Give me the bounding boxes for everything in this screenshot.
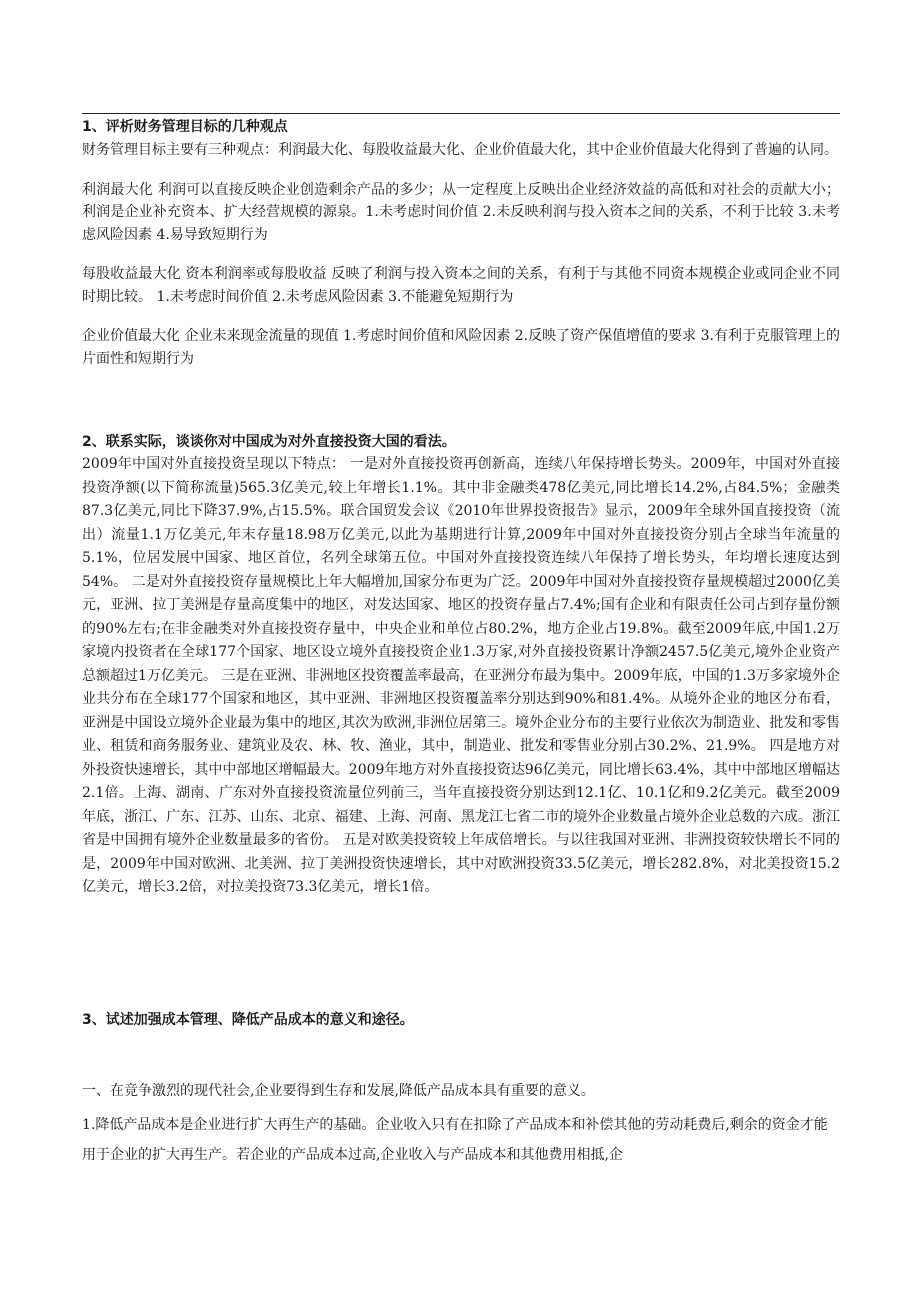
profit-maximization-paragraph: 利润最大化 利润可以直接反映企业创造剩余产品的多少；从一定程度上反映出企业经济效益的高低和对社会的贡献大小；利润是企业补充资本、扩大经营规模的源泉。1.未考虑时间价值 2.未反映利润与投入资本之间的关系，不利于比较 3.未考虑风险因素 4.易导致短期行为 [82,181,840,243]
section-3-heading: 3、试述加强成本管理、降低产品成本的意义和途径。 [82,1012,414,1028]
value-maximization-paragraph: 企业价值最大化 企业未来现金流量的现值 1.考虑时间价值和风险因素 2.反映了资产保值增值的要求 3.有利于克服管理上的片面性和短期行为 [82,328,840,367]
section-2-body: 2009年中国对外直接投资呈现以下特点： 一是对外直接投资再创新高，连续八年保持增长势头。2009年，中国对外直接投资净额(以下简称流量)565.3亿美元,较上年增长1.1%。其中非金融类478亿美元,同比增长14.2%,占84.5%；金融类87.3亿美元,同比下降37.9%,占15.5%。联合国贸发会议《2010年世界投资报告》显示，2009年全球外国直接投资（流出）流量1.1万亿美元,年末存量18.98万亿美元,以此为基期进行计算,2009年中国对外直接投资分别占全球当年流量的5.1%，位居发展中国家、地区首位，名列全球第五位。中国对外直接投资连续八年保持了增长势头，年均增长速度达到54%。 二是对外直接投资存量规模比上年大幅增加,国家分布更为广泛。2009年中国对外直接投资存量规模超过2000亿美元，亚洲、拉丁美洲是存量高度集中的地区，对发达国家、地区的投资存量占7.4%;国有企业和有限责任公司占到存量份额的90%左右;在非金融类对外直接投资存量中，中央企业和单位占80.2%，地方企业占19.8%。截至2009年底,中国1.2万家境内投资者在全球177个国家、地区设立境外直接投资企业1.3万家,对外直接投资累计净额2457.5亿美元,境外企业资产总额超过1万亿美元。 三是在亚洲、非洲地区投资覆盖率最高，在亚洲分布最为集中。2009年底，中国的1.3万多家境外企业共分布在全球177个国家和地区，其中亚洲、非洲地区投资覆盖率分别达到90%和81.4%。从境外企业的地区分布看，亚洲是中国设立境外企业最为集中的地区,其次为欧洲,非洲位居第三。境外企业分布的主要行业依次为制造业、批发和零售业、租赁和商务服务业、建筑业及农、林、牧、渔业，其中，制造业、批发和零售业分别占30.2%、21.9%。 四是地方对外投资快速增长，其中中部地区增幅最大。2009年地方对外直接投资达96亿美元，同比增长63.4%，其中中部地区增幅达2.1倍。上海、湖南、广东对外直接投资流量位列前三，当年直接投资分别达到12.1亿、10.1亿和9.2亿美元。截至2009年底，浙江、广东、江苏、山东、北京、福建、上海、河南、黑龙江七省二市的境外企业数量占境外企业总数的六成。浙江省是中国拥有境外企业数量最多的省份。 五是对欧美投资较上年成倍增长。与以往我国对亚洲、非洲投资较快增长不同的是，2009年中国对欧洲、北美洲、拉丁美洲投资快速增长，其中对欧洲投资33.5亿美元，增长282.8%，对北美投资15.2亿美元，增长3.2倍，对拉美投资73.3亿美元，增长1倍。 [82,456,840,895]
section-3-point-1: 一、在竞争激烈的现代社会,企业要得到生存和发展,降低产品成本具有重要的意义。 [82,1083,595,1099]
section-1-heading: 1、评析财务管理目标的几种观点 [82,119,288,135]
section-2-heading: 2、联系实际，谈谈你对中国成为对外直接投资大国的看法。 [82,434,456,450]
section-1 [82,117,840,370]
section-3-point-1-detail: 1.降低产品成本是企业进行扩大再生产的基础。企业收入只有在扣除了产品成本和补偿其他的劳动耗费后,剩余的资金才能用于企业的扩大再生产。若企业的产品成本过高,企业收入与产品成本和其他费用相抵,企 [82,1117,828,1163]
section-1-intro: 财务管理目标主要有三种观点：利润最大化、每股收益最大化、企业价值最大化，其中企业价值最大化得到了普遍的认同。 [82,142,838,158]
eps-maximization-paragraph: 每股收益最大化 资本利润率或每股收益 反映了利润与投入资本之间的关系，有利于与其他不同资本规模企业或同企业不同时期比较。 1.未考虑时间价值 2.未考虑风险因素 3.不能避免短期行为 [82,266,840,305]
section-3 [82,1010,840,1170]
top-rule [82,113,840,114]
section-2 [82,432,840,900]
